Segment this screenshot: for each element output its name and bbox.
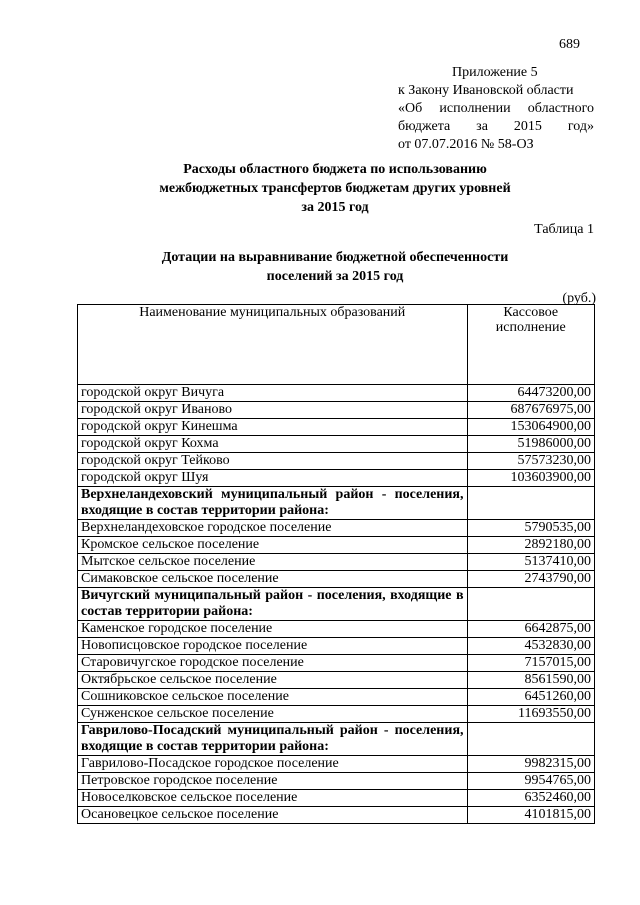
value-cell: 2892180,00 [467, 537, 594, 554]
value-cell: 57573230,00 [467, 453, 594, 470]
appendix-block [398, 64, 594, 154]
table-row [78, 402, 595, 419]
district-name-cell: Верхнеландеховский муниципальный район - поселения, входящие в состав территории района: [78, 487, 468, 520]
table-row [78, 453, 595, 470]
value-cell [467, 487, 594, 520]
title-line-1: Расходы областного бюджета по использованию [183, 162, 487, 177]
appendix-line-1: Приложение 5 [452, 65, 538, 80]
value-cell: 9982315,00 [467, 756, 594, 773]
settlement-name-cell: Петровское городское поселение [78, 773, 468, 790]
settlement-name-cell: городской округ Кохма [78, 436, 468, 453]
value-cell: 103603900,00 [467, 470, 594, 487]
settlement-name-cell: Мытское сельское поселение [78, 554, 468, 571]
value-cell: 9954765,00 [467, 773, 594, 790]
district-name-cell: Вичугский муниципальный район - поселения, входящие в состав территории района: [78, 588, 468, 621]
value-cell: 5790535,00 [467, 520, 594, 537]
value-cell: 153064900,00 [467, 419, 594, 436]
table-row [78, 537, 595, 554]
table-group-row [78, 487, 595, 520]
unit-label: (руб.) [562, 291, 596, 306]
value-cell: 687676975,00 [467, 402, 594, 419]
table-group-row [78, 723, 595, 756]
table-row [78, 436, 595, 453]
table-row [78, 655, 595, 672]
settlement-name-cell: Сошниковское сельское поселение [78, 689, 468, 706]
header-name: Наименование муниципальных образований [78, 305, 468, 385]
table-row [78, 689, 595, 706]
table-row [78, 554, 595, 571]
title-line-2: межбюджетных трансфертов бюджетам других уровней [159, 181, 511, 196]
value-cell: 6642875,00 [467, 621, 594, 638]
subtitle-line-1: Дотации на выравнивание бюджетной обеспеченности [161, 250, 509, 265]
table-title [110, 248, 560, 286]
document-title [100, 160, 570, 217]
table-row [78, 385, 595, 402]
table-row [78, 807, 595, 824]
table-row [78, 520, 595, 537]
table-row [78, 419, 595, 436]
settlement-name-cell: Старовичугское городское поселение [78, 655, 468, 672]
table-row [78, 571, 595, 588]
value-cell: 6451260,00 [467, 689, 594, 706]
appendix-line-2: к Закону Ивановской области [398, 83, 574, 98]
settlement-name-cell: городской округ Вичуга [78, 385, 468, 402]
table-row [78, 790, 595, 807]
settlement-name-cell: Осановецкое сельское поселение [78, 807, 468, 824]
value-cell: 8561590,00 [467, 672, 594, 689]
value-cell: 64473200,00 [467, 385, 594, 402]
settlement-name-cell: Каменское городское поселение [78, 621, 468, 638]
value-cell: 4101815,00 [467, 807, 594, 824]
settlement-name-cell: Гаврилово-Посадское городское поселение [78, 756, 468, 773]
table-row [78, 773, 595, 790]
subtitle-line-2: поселений за 2015 год [266, 269, 404, 284]
value-cell: 51986000,00 [467, 436, 594, 453]
table-row [78, 638, 595, 655]
title-line-3: за 2015 год [301, 200, 369, 215]
table-row [78, 470, 595, 487]
table-row [78, 756, 595, 773]
header-value [467, 305, 594, 385]
value-cell: 11693550,00 [467, 706, 594, 723]
table-label: Таблица 1 [534, 222, 594, 237]
table-row [78, 672, 595, 689]
appendix-line-4: бюджета за 2015 год» [398, 119, 594, 134]
value-cell: 6352460,00 [467, 790, 594, 807]
settlement-name-cell: Верхнеландеховское городское поселение [78, 520, 468, 537]
value-cell: 4532830,00 [467, 638, 594, 655]
table-group-row [78, 588, 595, 621]
table-body [78, 385, 595, 824]
header-value-line-2: исполнение [495, 320, 566, 335]
value-cell [467, 723, 594, 756]
settlement-name-cell: городской округ Иваново [78, 402, 468, 419]
settlement-name-cell: городской округ Тейково [78, 453, 468, 470]
settlement-name-cell: Сунженское сельское поселение [78, 706, 468, 723]
district-name-cell: Гаврилово-Посадский муниципальный район - поселения, входящие в состав территории района: [78, 723, 468, 756]
settlement-name-cell: Кромское сельское поселение [78, 537, 468, 554]
value-cell [467, 588, 594, 621]
table-row [78, 621, 595, 638]
settlement-name-cell: городской округ Кинешма [78, 419, 468, 436]
settlement-name-cell: городской округ Шуя [78, 470, 468, 487]
value-cell: 7157015,00 [467, 655, 594, 672]
settlement-name-cell: Новописцовское городское поселение [78, 638, 468, 655]
value-cell: 5137410,00 [467, 554, 594, 571]
data-table [77, 304, 595, 824]
header-value-line-1: Кассовое [503, 305, 559, 320]
value-cell: 2743790,00 [467, 571, 594, 588]
settlement-name-cell: Октябрьское сельское поселение [78, 672, 468, 689]
page-number: 689 [559, 37, 580, 52]
settlement-name-cell: Новоселковское сельское поселение [78, 790, 468, 807]
table-row [78, 706, 595, 723]
table-header-row [78, 305, 595, 385]
appendix-line-3: «Об исполнении областного [398, 101, 594, 116]
appendix-line-5: от 07.07.2016 № 58-ОЗ [398, 137, 534, 152]
settlement-name-cell: Симаковское сельское поселение [78, 571, 468, 588]
